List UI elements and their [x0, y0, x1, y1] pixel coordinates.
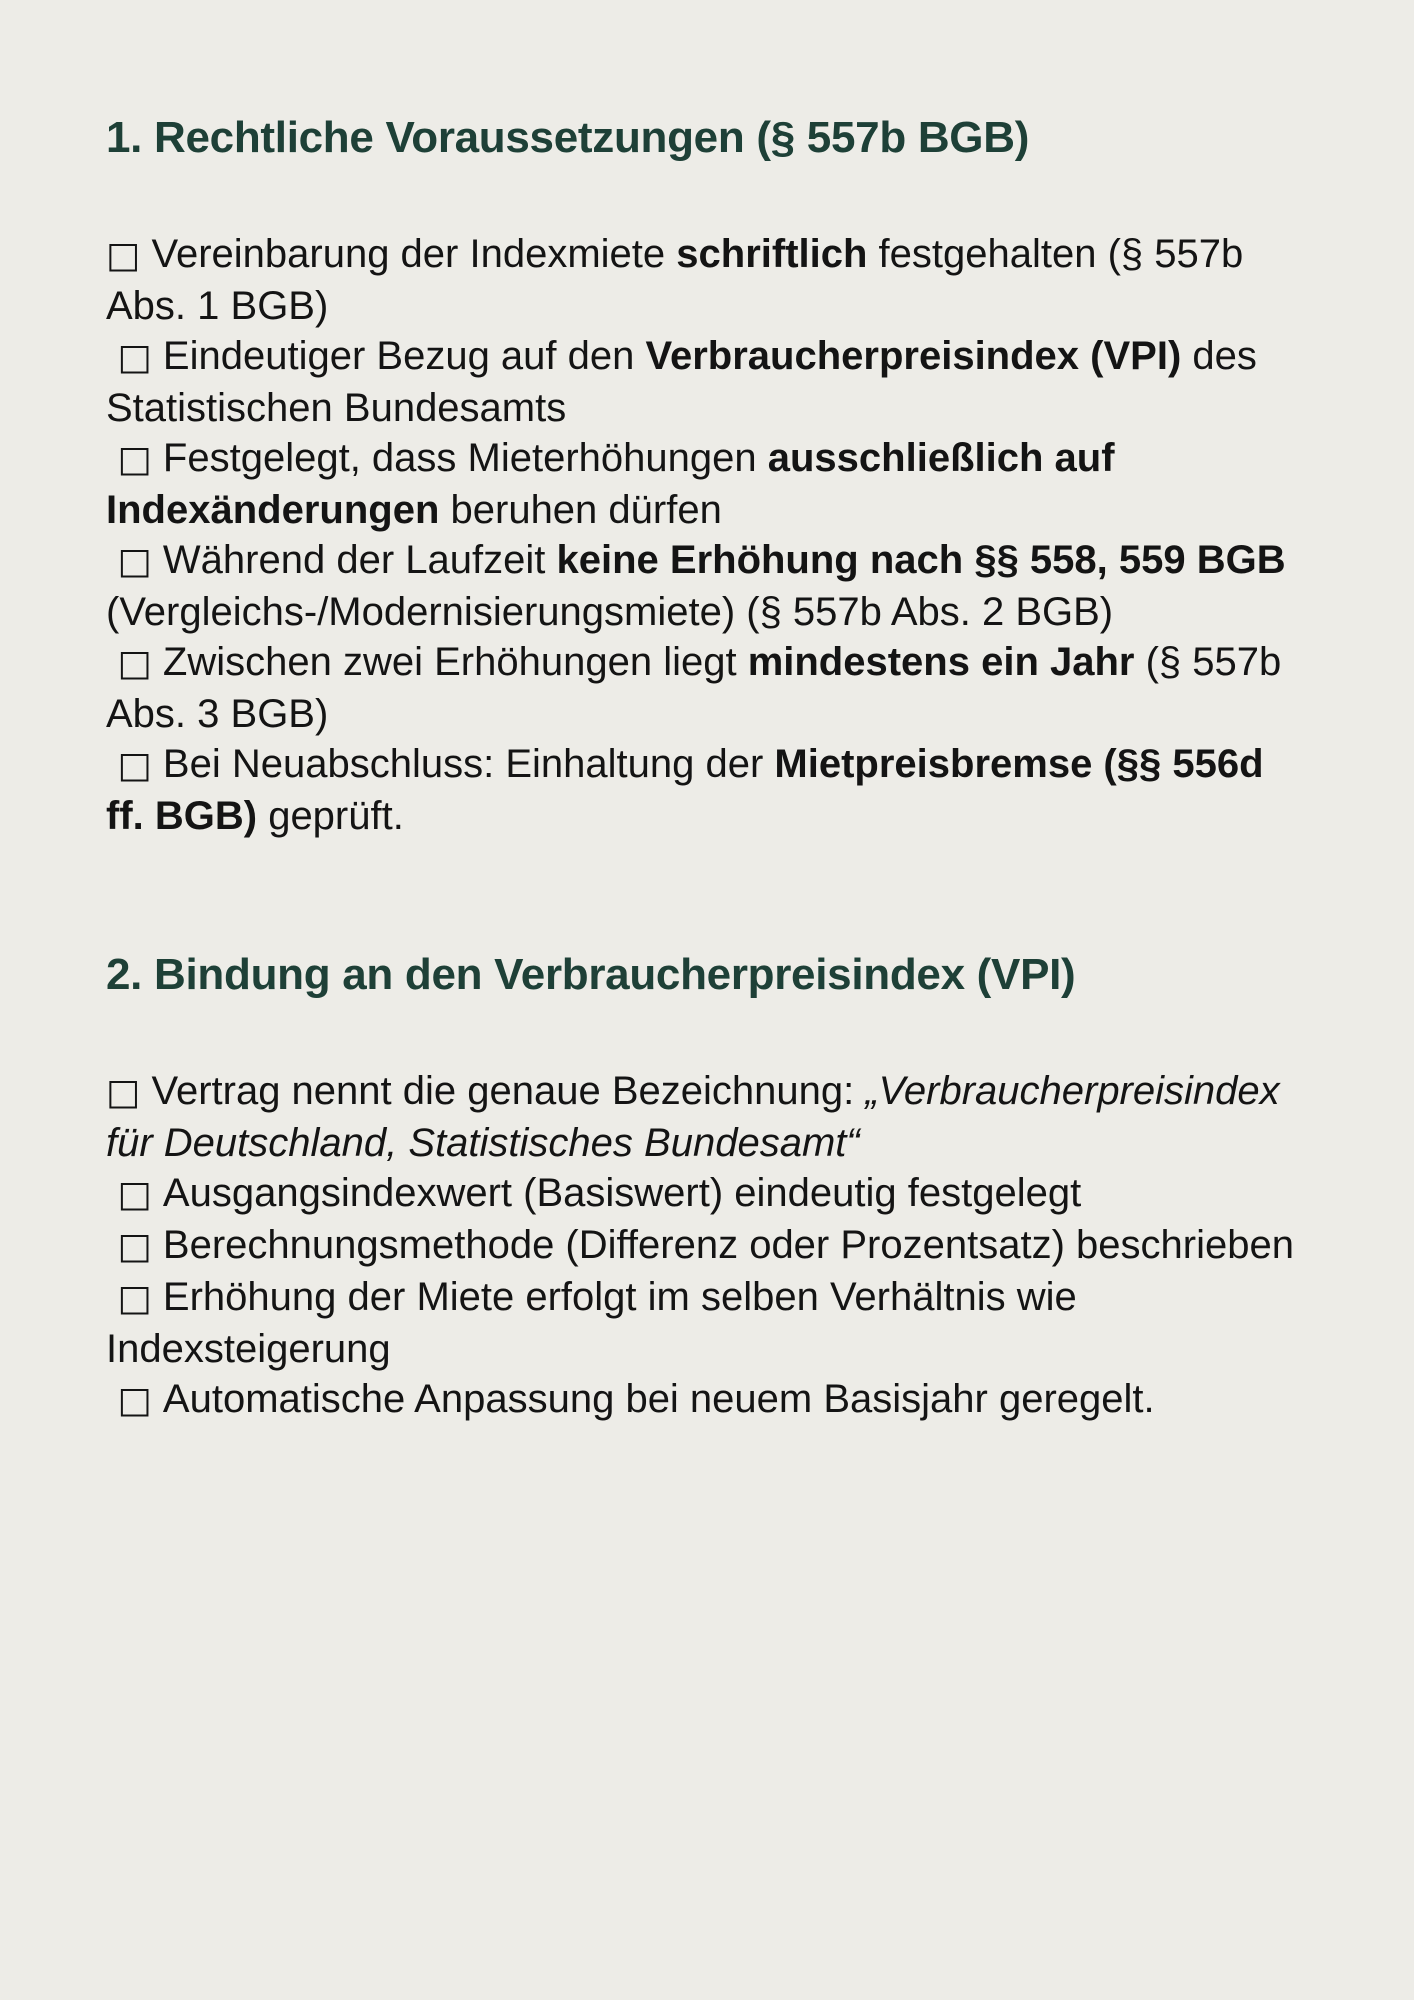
checklist-item: [106, 433, 1308, 535]
checkbox-icon: □: [106, 1173, 163, 1215]
item-text: Erhöhung der Miete erfolgt im selben Verhältnis wie Indexsteigerung: [106, 1274, 1088, 1371]
section-2-heading: 2. Bindung an den Verbraucherpreisindex (VPI): [106, 949, 1076, 999]
item-text: geprüft.: [257, 793, 404, 838]
item-text: (§ 557b Abs. 3 BGB): [106, 639, 1291, 736]
item-text: Zwischen zwei Erhöhungen liegt: [162, 639, 748, 684]
item-text: Festgelegt, dass Mieterhöhungen: [162, 435, 768, 480]
item-text: Ausgangsindexwert (Basiswert) eindeutig festgelegt: [162, 1170, 1082, 1215]
checkbox-icon: □: [106, 1225, 163, 1267]
checklist-item: [106, 1168, 1308, 1220]
item-text: Eindeutiger Bezug auf den: [162, 333, 646, 378]
checklist-item: [106, 331, 1308, 433]
checkbox-icon: □: [106, 1379, 163, 1421]
checklist-item: [106, 1374, 1308, 1426]
item-text: beruhen dürfen: [439, 487, 722, 532]
checklist-item: [106, 229, 1308, 331]
emphasized-text: Mietpreisbremse (§§ 556d ff. BGB): [106, 741, 1275, 838]
checklist-item: [106, 1272, 1308, 1374]
checklist-item: [106, 1066, 1308, 1168]
section-legal-requirements: [106, 112, 1308, 841]
checkbox-icon: □: [106, 234, 152, 276]
checklist-item: [106, 1220, 1308, 1272]
checklist-item: [106, 637, 1308, 739]
emphasized-text: ausschließlich auf Indexänderungen: [106, 435, 1126, 532]
section-vpi-binding: [106, 949, 1308, 1426]
item-text: Automatische Anpassung bei neuem Basisjahr geregelt.: [162, 1376, 1155, 1421]
section-2-items: [106, 1066, 1308, 1426]
checklist-item: [106, 739, 1308, 841]
checkbox-icon: □: [106, 1071, 152, 1113]
item-text: Vereinbarung der Indexmiete: [151, 231, 677, 276]
checkbox-icon: □: [106, 336, 163, 378]
item-text: festgehalten (§ 557b Abs. 1 BGB): [106, 231, 1253, 328]
emphasized-text: keine Erhöhung nach §§ 558, 559 BGB: [556, 537, 1286, 582]
item-text: Während der Laufzeit: [162, 537, 557, 582]
checkbox-icon: □: [106, 438, 163, 480]
item-text: Bei Neuabschluss: Einhaltung der: [162, 741, 775, 786]
emphasized-text: Verbraucherpreisindex (VPI): [645, 333, 1182, 378]
item-text: Berechnungsmethode (Differenz oder Prozentsatz) beschrieben: [162, 1222, 1294, 1267]
item-text: (Vergleichs-/Modernisierungsmiete) (§ 557b Abs. 2 BGB): [106, 537, 1297, 634]
section-1-items: [106, 229, 1308, 841]
checkbox-icon: □: [106, 642, 163, 684]
checkbox-icon: □: [106, 1277, 163, 1319]
checkbox-icon: □: [106, 540, 163, 582]
checklist-item: [106, 535, 1308, 637]
item-text: Vertrag nennt die genaue Bezeichnung:: [151, 1068, 866, 1113]
emphasized-text: mindestens ein Jahr: [747, 639, 1135, 684]
emphasized-text: schriftlich: [676, 231, 868, 276]
section-1-heading: 1. Rechtliche Voraussetzungen (§ 557b BGB): [106, 113, 1030, 162]
quoted-index-name: „Verbraucherpreisindex für Deutschland, Statistisches Bundesamt“: [106, 1068, 1291, 1165]
item-text: des Statistischen Bundesamts: [106, 333, 1268, 430]
checkbox-icon: □: [106, 744, 163, 786]
